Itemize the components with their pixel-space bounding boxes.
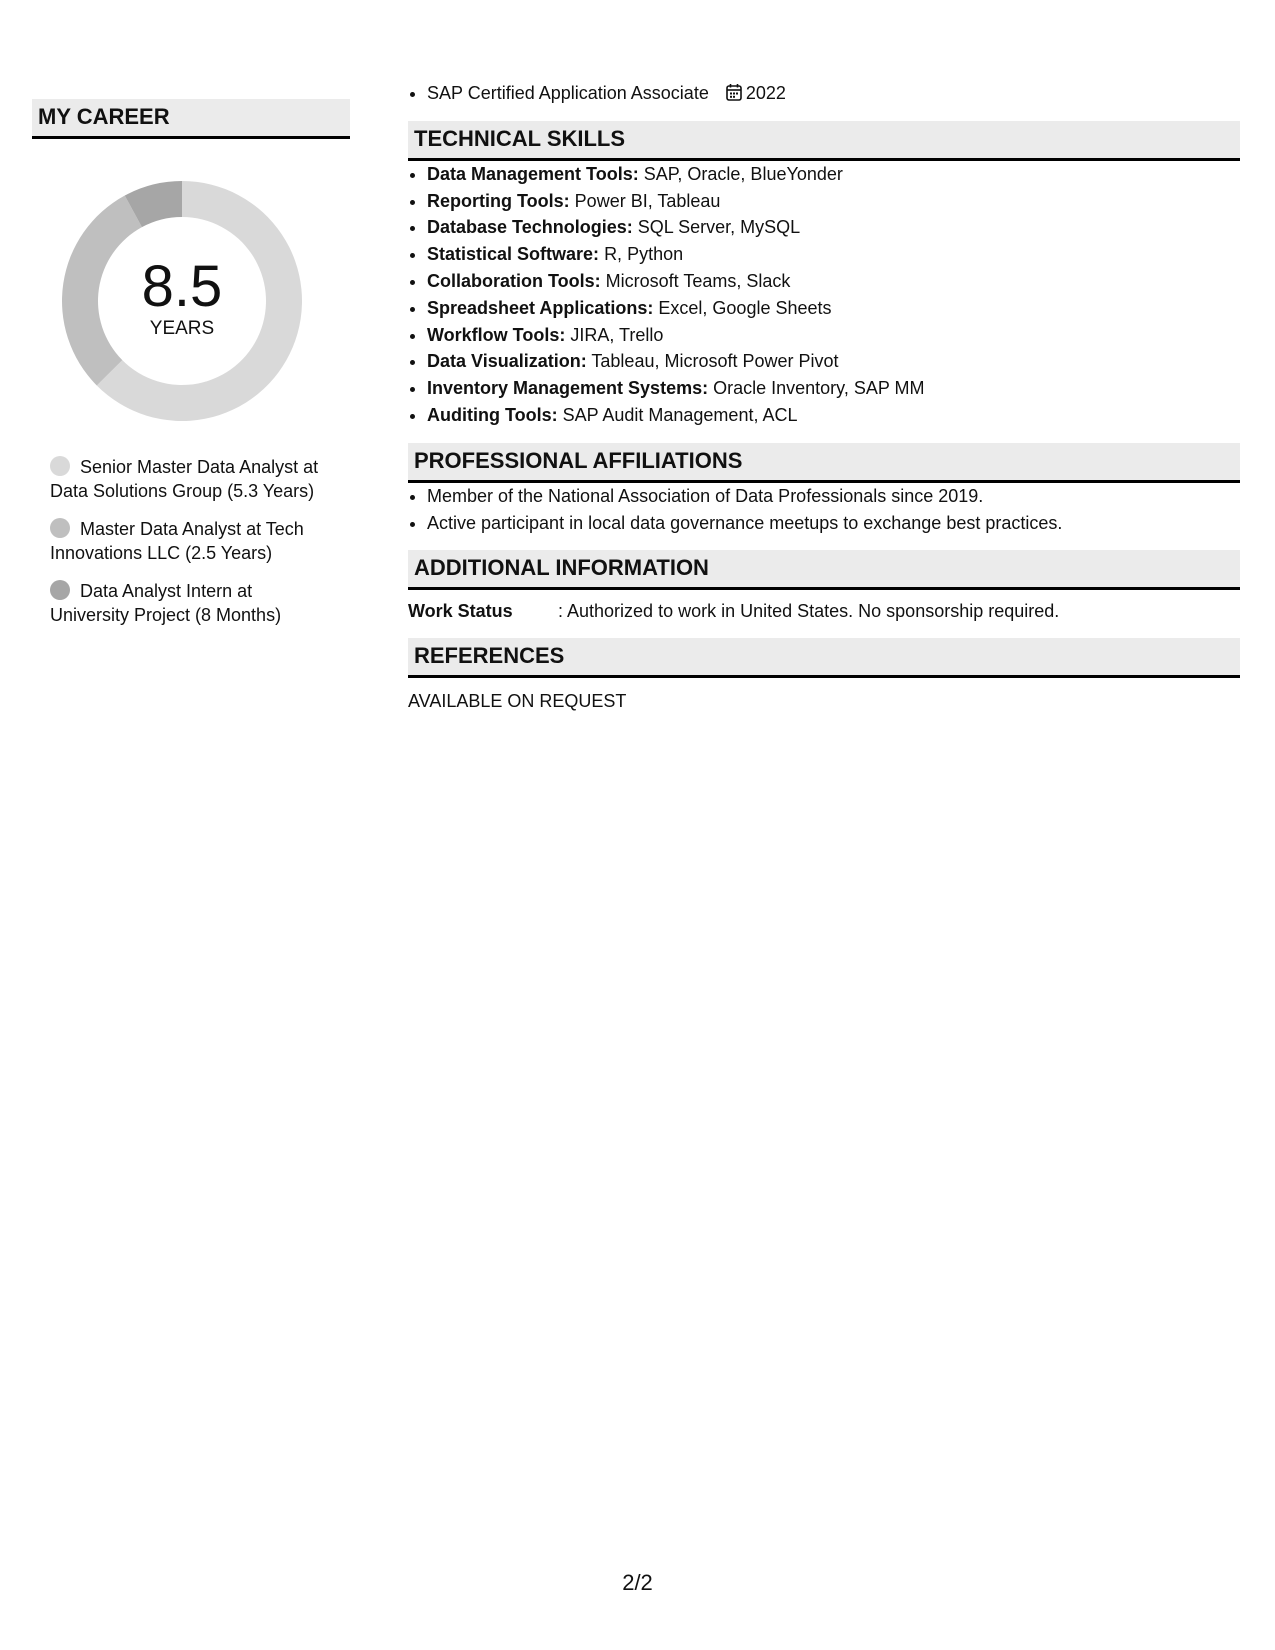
skill-value: Tableau, Microsoft Power Pivot — [591, 351, 839, 372]
skill-value: SAP, Oracle, BlueYonder — [643, 163, 843, 184]
skill-label: Workflow Tools: — [427, 324, 566, 345]
skill-item — [427, 188, 1240, 215]
legend-item — [50, 455, 320, 503]
work-status-label: Work Status — [408, 601, 513, 622]
skill-item — [427, 375, 1240, 402]
skill-value: R, Python — [604, 244, 684, 265]
certification-list — [408, 80, 1240, 107]
skill-item — [427, 161, 1240, 188]
skill-item — [427, 402, 1240, 429]
skill-item — [427, 348, 1240, 375]
legend-text: Master Data Analyst at Tech Innovations LLC (2.5 Years) — [50, 519, 304, 563]
legend-dot-icon — [50, 456, 70, 476]
skill-value: SAP Audit Management, ACL — [562, 404, 798, 425]
references-title: REFERENCES — [408, 638, 1240, 678]
career-donut-chart — [62, 181, 302, 421]
legend-text: Senior Master Data Analyst at Data Solutions Group (5.3 Years) — [50, 457, 319, 501]
certification-item — [427, 80, 1240, 107]
legend-dot-icon — [50, 580, 70, 600]
skill-value: SQL Server, MySQL — [637, 217, 801, 238]
career-title: MY CAREER — [32, 99, 350, 139]
legend-item — [50, 579, 320, 627]
skill-value: Power BI, Tableau — [574, 190, 721, 211]
work-status-row — [408, 598, 1240, 624]
skill-value: Microsoft Teams, Slack — [605, 270, 791, 291]
skill-label: Spreadsheet Applications: — [427, 297, 654, 318]
work-status-value: : Authorized to work in United States. No sponsorship required. — [558, 601, 1060, 622]
skill-label: Auditing Tools: — [427, 404, 558, 425]
certification-name: SAP Certified Application Associate — [427, 83, 709, 103]
additional-info-title: ADDITIONAL INFORMATION — [408, 550, 1240, 590]
skill-label: Data Management Tools: — [427, 163, 639, 184]
skill-label: Inventory Management Systems: — [427, 378, 709, 399]
page-number: 2/2 — [622, 1570, 653, 1595]
skill-value: Oracle Inventory, SAP MM — [713, 378, 925, 399]
skill-label: Reporting Tools: — [427, 190, 570, 211]
skill-item — [427, 268, 1240, 295]
technical-skills-list — [408, 161, 1240, 429]
technical-skills-title: TECHNICAL SKILLS — [408, 121, 1240, 161]
certification-year: 2022 — [745, 83, 786, 103]
career-sidebar — [32, 99, 350, 641]
skill-item — [427, 241, 1240, 268]
affiliation-item: • Active participant in local data governance meetups to exchange best practices. — [427, 510, 1240, 537]
skill-item — [427, 322, 1240, 349]
skill-label: Data Visualization: — [427, 351, 587, 372]
legend-dot-icon — [50, 518, 70, 538]
career-total-value: 8.5 — [141, 254, 223, 319]
career-total-unit: YEARS — [149, 318, 215, 339]
affiliations-title: PROFESSIONAL AFFILIATIONS — [408, 443, 1240, 483]
skill-label: Collaboration Tools: — [427, 270, 601, 291]
skill-item — [427, 295, 1240, 322]
skill-value: Excel, Google Sheets — [658, 297, 832, 318]
legend-item — [50, 517, 320, 565]
skill-label: Statistical Software: — [427, 244, 600, 265]
skill-value: JIRA, Trello — [570, 324, 664, 345]
affiliation-item: • Member of the National Association of Data Professionals since 2019. — [427, 483, 1240, 510]
main-content — [408, 80, 1240, 714]
legend-text: Data Analyst Intern at University Project (8 Months) — [50, 581, 282, 625]
career-legend — [32, 455, 350, 627]
references-text: AVAILABLE ON REQUEST — [408, 691, 627, 712]
calendar-icon — [726, 83, 742, 101]
affiliations-list — [408, 483, 1240, 537]
skill-item — [427, 214, 1240, 241]
skill-label: Database Technologies: — [427, 217, 633, 238]
